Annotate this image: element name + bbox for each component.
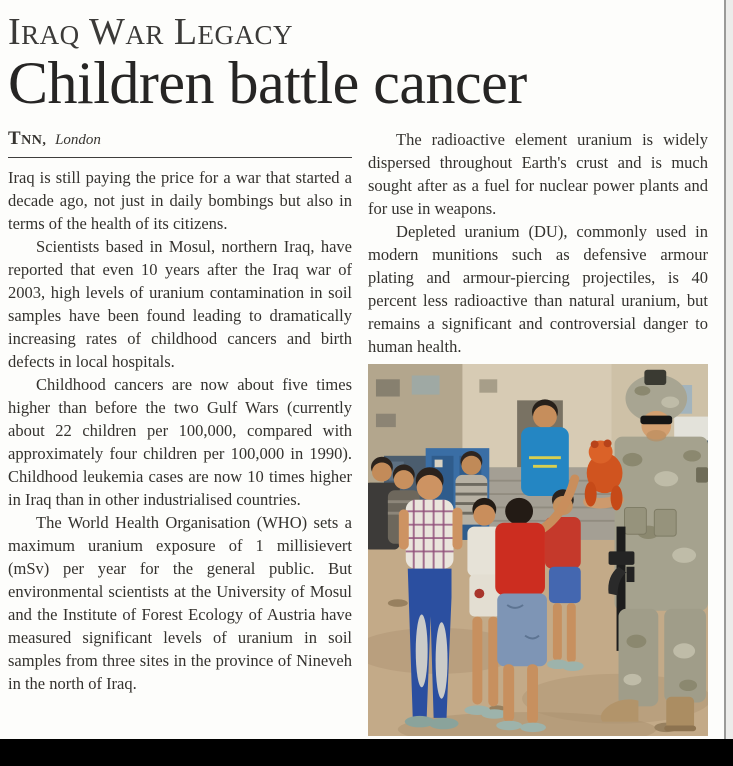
scan-edge-strip (724, 0, 733, 740)
paragraph: Childhood cancers are now about five times higher than before the two Gulf Wars (currently about 22 children per 100,000, compared with approximately four children per 100,000 in 1990). Childhood leukemia cases are now 10 times higher in Iraq than in other industrialised countries. (8, 375, 352, 509)
article-columns (8, 128, 708, 739)
body-text-left (8, 166, 352, 695)
byline-agency: TNN, (8, 128, 47, 149)
paragraph: Depleted uranium (DU), commonly used in modern munitions such as defensive armour plating and armour-piercing projectiles, is 40 percent less radioactive than natural uranium, but remains a significant and controversial danger to human health. (368, 222, 708, 356)
scan-bottom-bar (0, 739, 733, 766)
kicker: Iraq War Legacy (8, 11, 294, 53)
column-left (8, 128, 352, 739)
paragraph: Scientists based in Mosul, northern Iraq, have reported that even 10 years after the Iraq war of 2003, high levels of uranium contamination in soil samples have been found leading to dramatically increasing rates of childhood cancers and birth defects in local hospitals. (8, 237, 352, 371)
byline (8, 128, 352, 158)
paragraph: Iraq is still paying the price for a war that started a decade ago, not just in daily bombings but also in terms of the health of its citizens. (8, 168, 352, 233)
paragraph: The radioactive element uranium is widely dispersed throughout Earth's crust and is much sought after as a fuel for nuclear power plants and for use in weapons. (368, 130, 708, 218)
headline: Children battle cancer (8, 50, 527, 116)
byline-location: London (55, 132, 101, 148)
paragraph: The World Health Organisation (WHO) sets a maximum uranium exposure of 1 millisievert (mSv) per year for the general public. But environmental scientists at the University of Mosul and the Institute of Forest Ecology of Austria have measured significant levels of uranium in soil samples from three sites in the province of Nineveh in the north of Iraq. (8, 513, 352, 693)
column-right (368, 128, 708, 739)
article-photo (368, 364, 708, 736)
article-header (8, 12, 708, 114)
body-text-right (368, 128, 708, 358)
